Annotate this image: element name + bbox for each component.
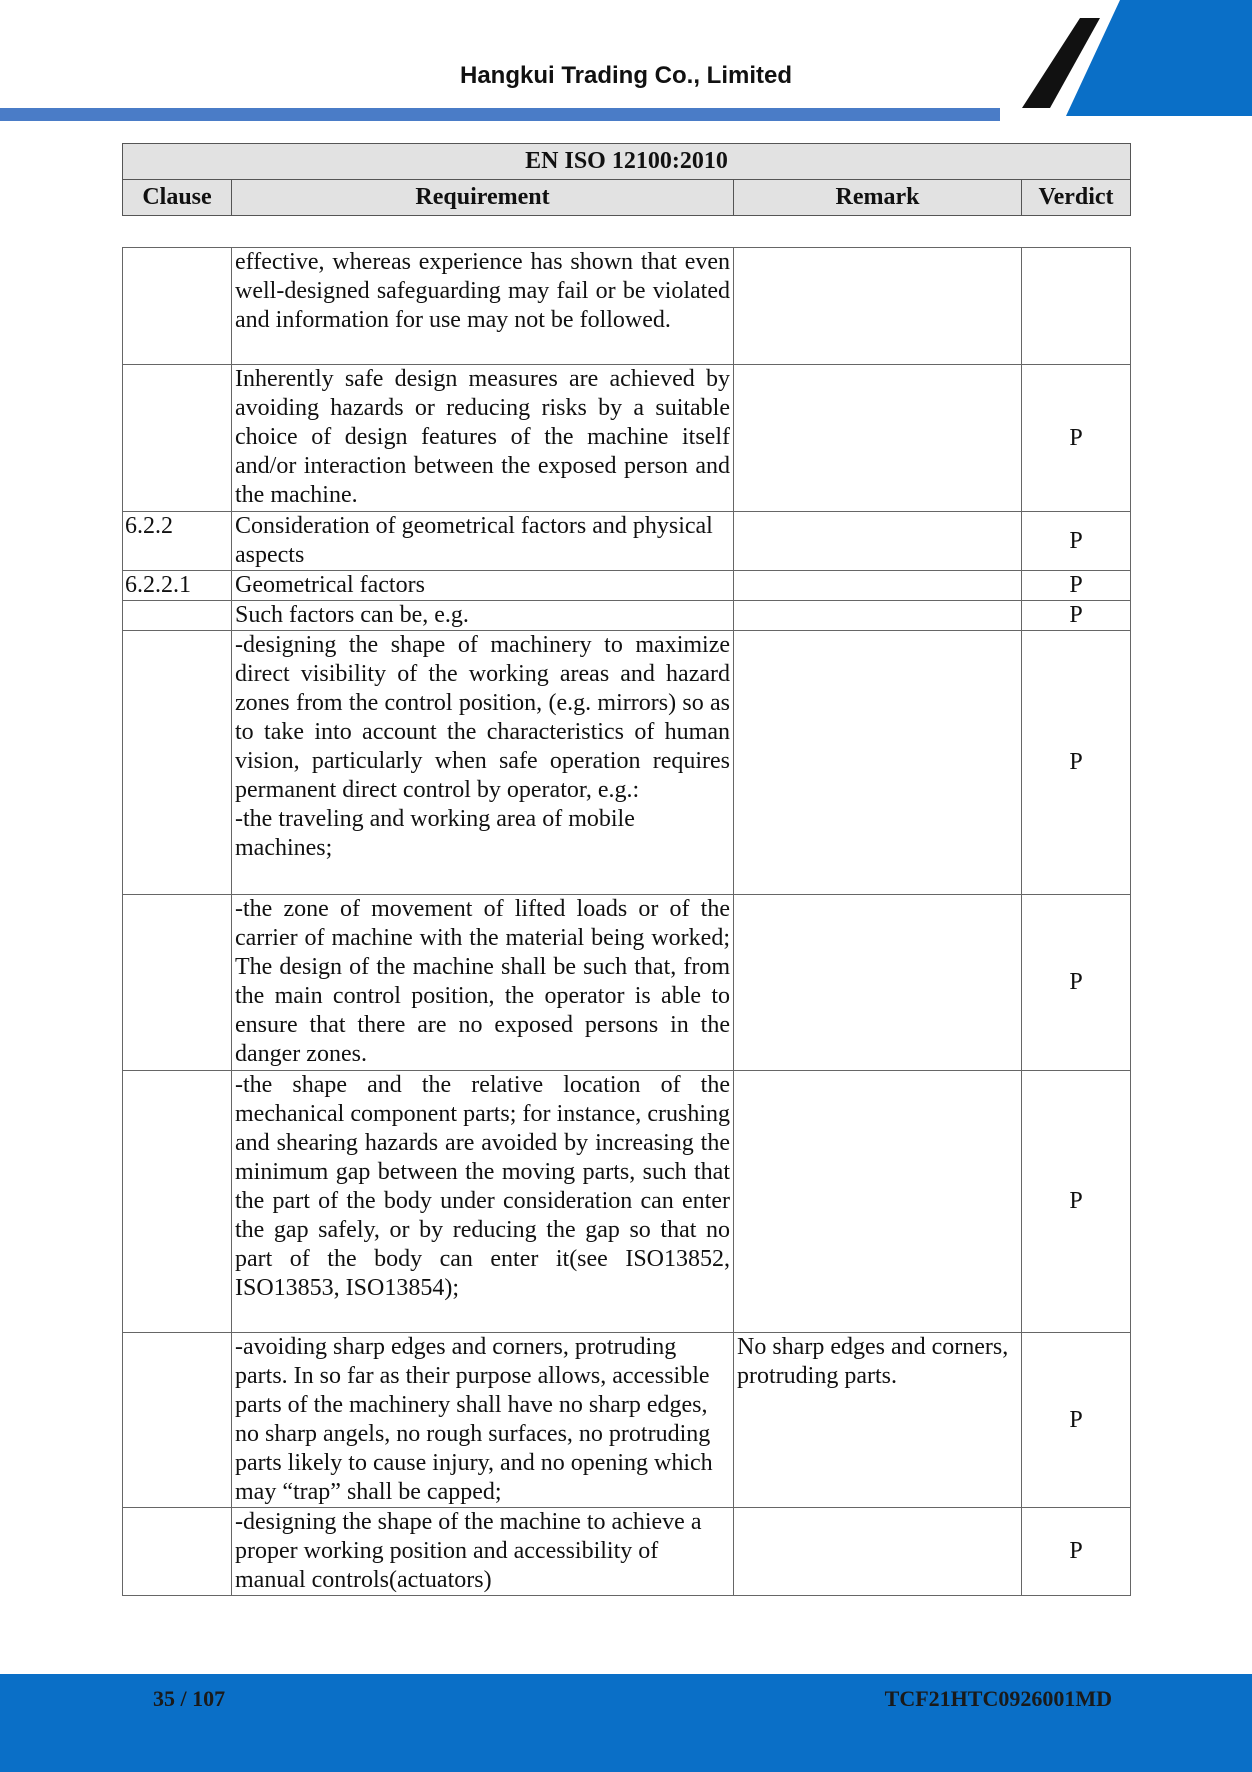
requirement-cell: Such factors can be, e.g. [232, 601, 734, 631]
requirement-cell: Geometrical factors [232, 571, 734, 601]
column-header-verdict: Verdict [1022, 180, 1131, 216]
verdict-cell [1022, 248, 1131, 365]
clause-cell [123, 1071, 232, 1333]
page-number: 35 / 107 [153, 1686, 226, 1711]
verdict-cell: P [1022, 512, 1131, 571]
table-row [123, 571, 1131, 601]
clause-cell [123, 601, 232, 631]
header-stripe [0, 108, 1000, 121]
verdict-cell: P [1022, 601, 1131, 631]
verdict-cell: P [1022, 895, 1131, 1071]
remark-cell [734, 601, 1022, 631]
clause-cell [123, 1508, 232, 1596]
standard-title: EN ISO 12100:2010 [123, 144, 1131, 180]
column-header-clause: Clause [123, 180, 232, 216]
table-row [123, 512, 1131, 571]
table-row [123, 1071, 1131, 1333]
remark-cell: No sharp edges and corners, protruding parts. [734, 1333, 1022, 1508]
remark-cell [734, 1508, 1022, 1596]
requirement-cell: effective, whereas experience has shown that even well-designed safeguarding may fail or be violated and information for use may not be followed. [232, 248, 734, 365]
remark-cell [734, 365, 1022, 512]
column-header-requirement: Requirement [232, 180, 734, 216]
remark-cell [734, 248, 1022, 365]
requirement-cell: -designing the shape of the machine to achieve a proper working position and accessibility of manual controls(actuators) [232, 1508, 734, 1596]
header-decoration-graphic [972, 0, 1252, 122]
verdict-cell: P [1022, 631, 1131, 895]
requirement-cell: Consideration of geometrical factors and physical aspects [232, 512, 734, 571]
verdict-cell: P [1022, 1333, 1131, 1508]
table-row [123, 631, 1131, 895]
remark-cell [734, 631, 1022, 895]
verdict-cell: P [1022, 1071, 1131, 1333]
clause-cell [123, 1333, 232, 1508]
verdict-cell: P [1022, 365, 1131, 512]
requirement-cell [232, 631, 734, 895]
requirements-table [122, 247, 1131, 1596]
table-row [123, 248, 1131, 365]
clause-cell: 6.2.2 [123, 512, 232, 571]
page-footer [0, 1674, 1252, 1772]
table-row [123, 895, 1131, 1071]
requirement-text: -designing the shape of machinery to maximize direct visibility of the working areas and hazard zones from the control position, (e.g. mirrors) so as to take into account the characteristics of human vision, particularly when safe operation requires permanent direct control by operator, e.g.: [235, 632, 730, 803]
requirement-cell: -avoiding sharp edges and corners, protruding parts. In so far as their purpose allows, accessible parts of the machinery shall have no sharp edges, no sharp angels, no rough surfaces, no protruding parts likely to cause injury, and no opening which may “trap” shall be capped; [232, 1333, 734, 1508]
requirement-cell: Inherently safe design measures are achieved by avoiding hazards or reducing risks by a suitable choice of design features of the machine itself and/or interaction between the exposed person and the machine. [232, 365, 734, 512]
clause-cell [123, 248, 232, 365]
standard-header-table [122, 143, 1131, 216]
verdict-cell: P [1022, 571, 1131, 601]
header-blue-block [1066, 0, 1252, 116]
requirement-cell: -the zone of movement of lifted loads or of the carrier of machine with the material being worked; The design of the machine shall be such that, from the main control position, the operator is able to ensure that there are no exposed persons in the danger zones. [232, 895, 734, 1071]
table-row [123, 1508, 1131, 1596]
clause-cell [123, 895, 232, 1071]
table-row [123, 1333, 1131, 1508]
table-row [123, 601, 1131, 631]
requirement-text-continued: -the traveling and working area of mobile machines; [235, 806, 635, 861]
remark-cell [734, 571, 1022, 601]
clause-cell: 6.2.2.1 [123, 571, 232, 601]
clause-cell [123, 631, 232, 895]
clause-cell [123, 365, 232, 512]
requirement-cell: -the shape and the relative location of the mechanical component parts; for instance, crushing and shearing hazards are avoided by increasing the minimum gap between the moving parts, such that the part of the body under consideration can enter the gap safely, or by reducing the gap so that no part of the body can enter it(see ISO13852, ISO13853, ISO13854); [232, 1071, 734, 1333]
remark-cell [734, 1071, 1022, 1333]
column-header-remark: Remark [734, 180, 1022, 216]
column-header-row [123, 180, 1131, 216]
company-name: Hangkui Trading Co., Limited [459, 62, 792, 89]
remark-cell [734, 895, 1022, 1071]
table-row [123, 365, 1131, 512]
remark-cell [734, 512, 1022, 571]
document-number: TCF21HTC0926001MD [884, 1686, 1112, 1711]
verdict-cell: P [1022, 1508, 1131, 1596]
